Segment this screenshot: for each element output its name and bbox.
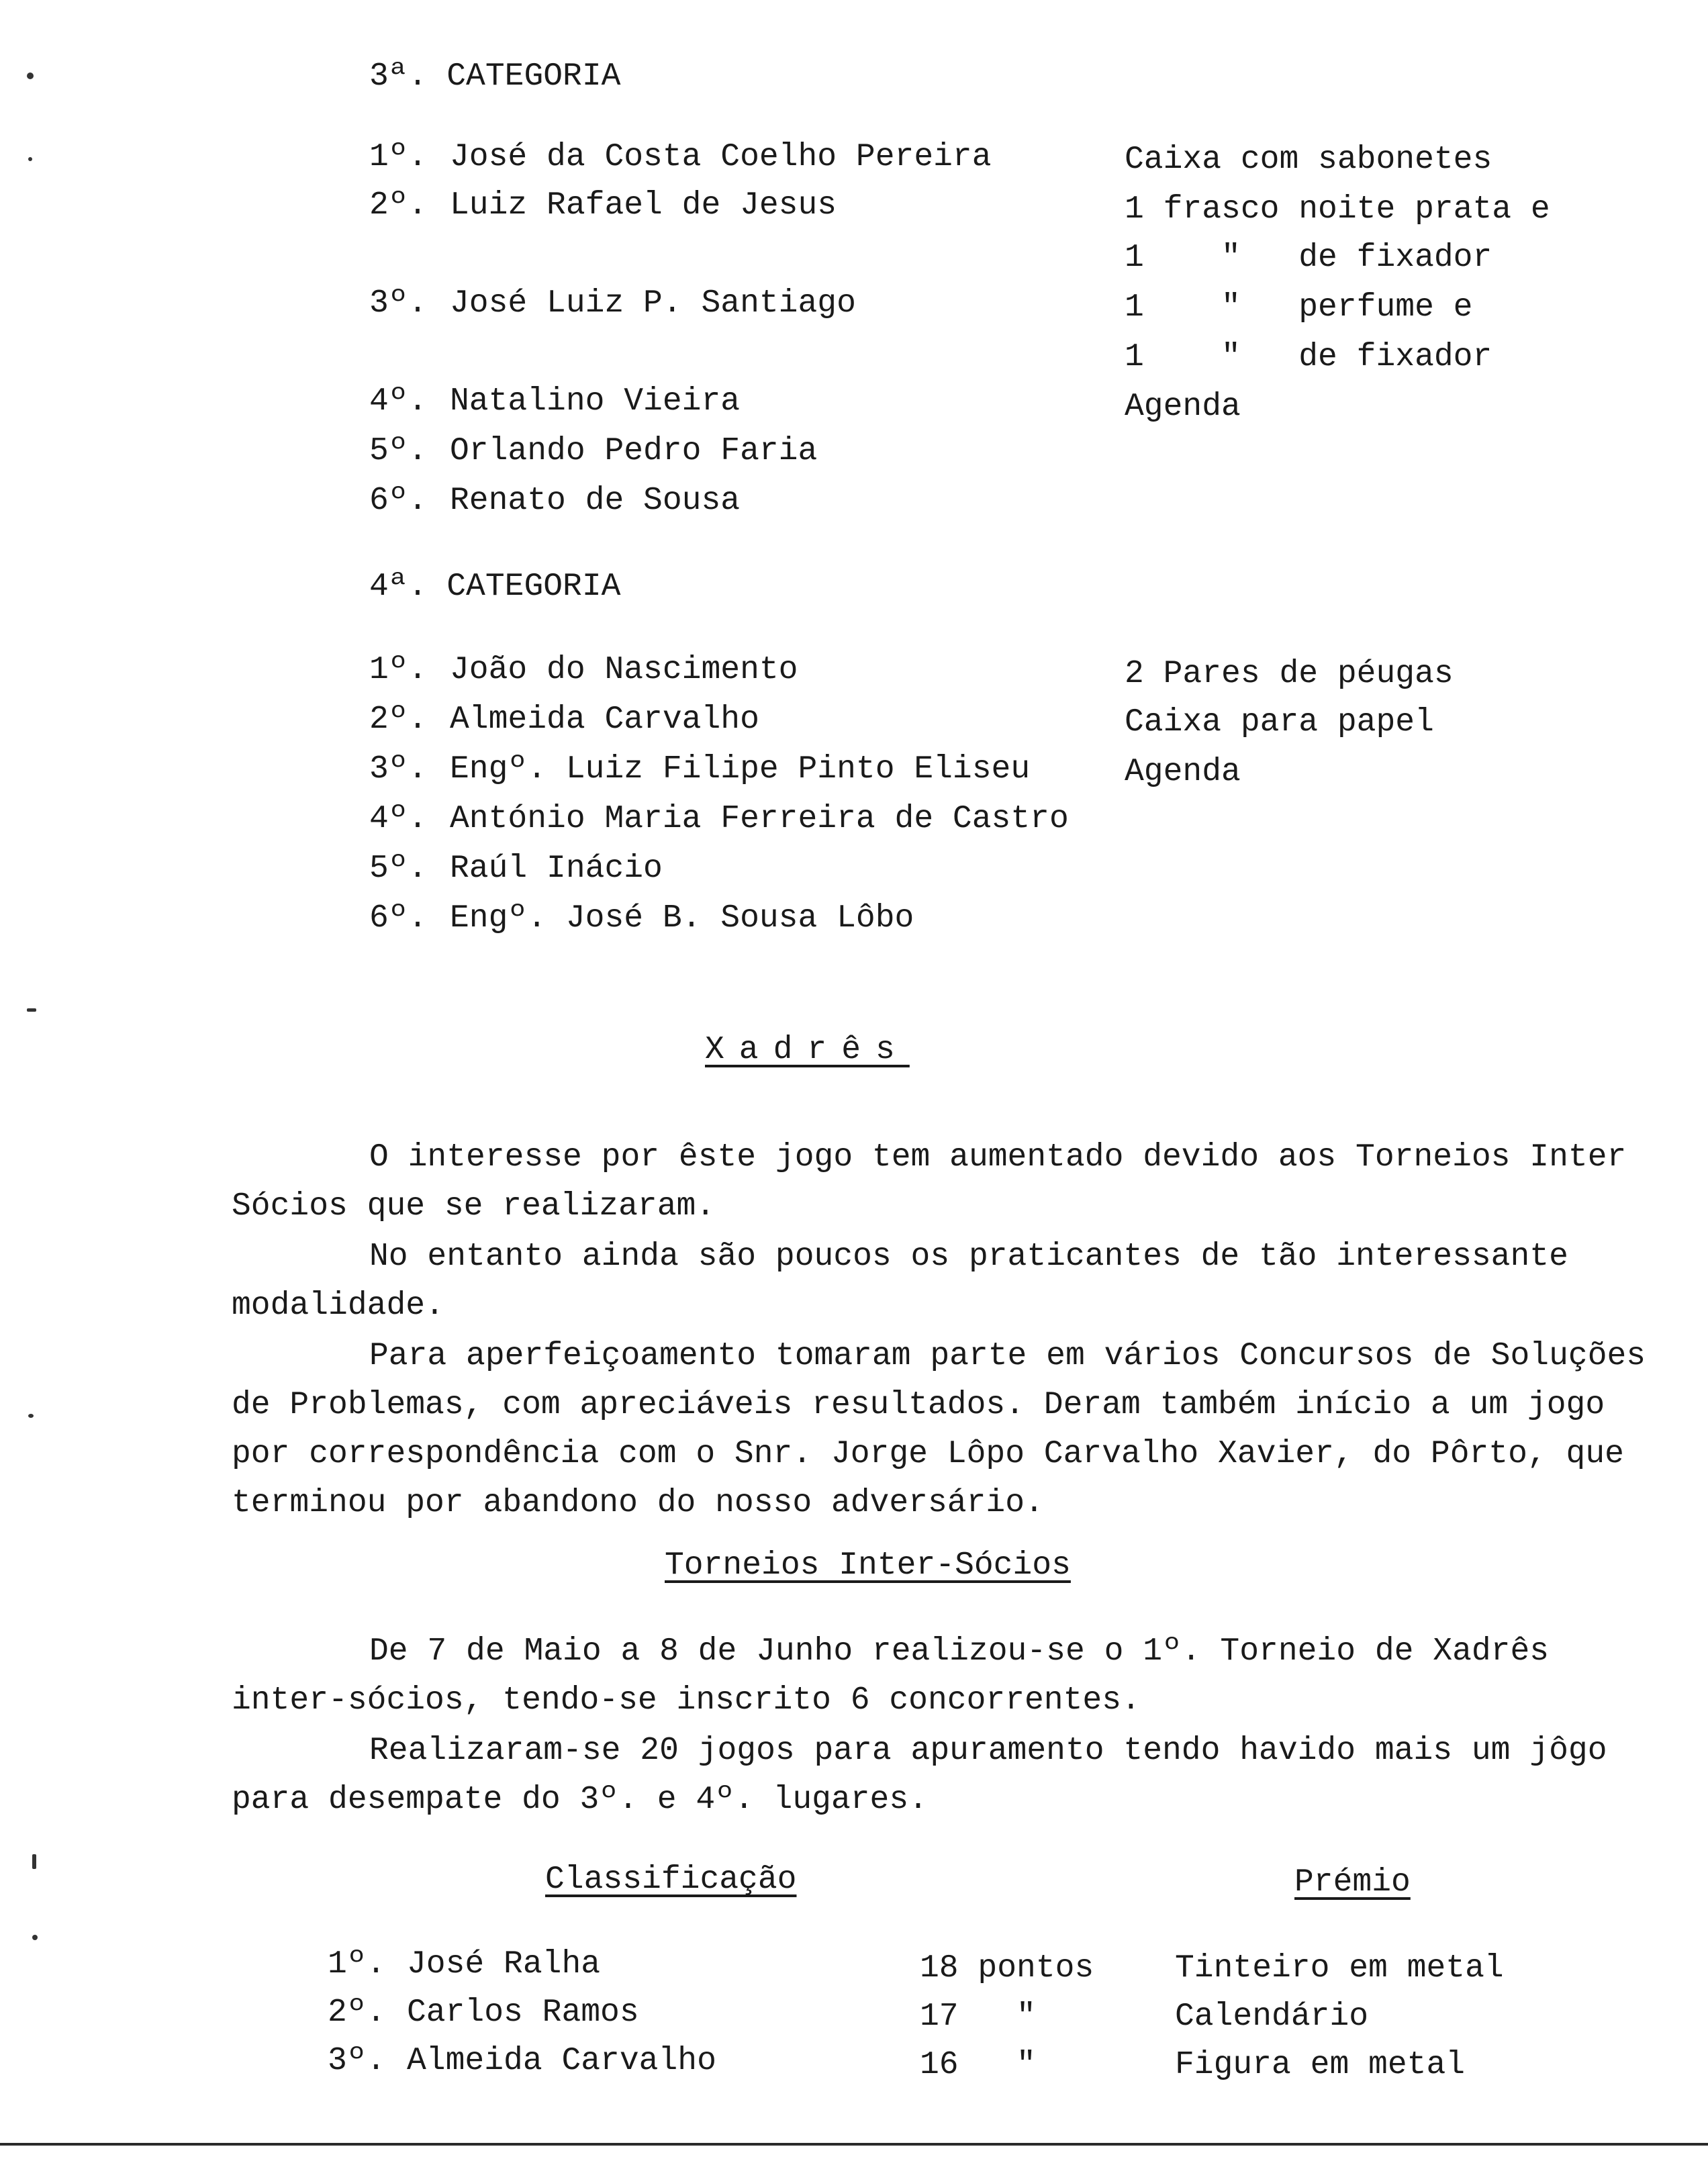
cat4-prize-2: Caixa para papel bbox=[1125, 704, 1434, 740]
cat4-name-5: Raúl Inácio bbox=[450, 851, 663, 887]
cat4-name-4: António Maria Ferreira de Castro bbox=[450, 801, 1069, 837]
cat3-name-1: José da Costa Coelho Pereira bbox=[450, 139, 992, 175]
xadres-paragraph-3-text: Para aperfeiçoamento tomaram parte em vários Concursos de Soluções de Problemas, com apreciáveis resultados. Deram também início a um jogo por correspondência com o Snr. Jorge Lôpo Carvalho Xavier, do Pôrto, que terminou por abandono do nosso adversário. bbox=[232, 1338, 1646, 1521]
category-4-title: 4ª. CATEGORIA bbox=[369, 569, 621, 605]
class-place-3: 3º. bbox=[328, 2043, 386, 2079]
cat3-prize-2: 1 frasco noite prata e bbox=[1125, 191, 1550, 228]
class-place-1: 1º. bbox=[328, 1946, 386, 1982]
cat3-place-1: 1º. bbox=[369, 139, 428, 175]
xadres-paragraph-1 bbox=[232, 1133, 1655, 1231]
cat3-name-3: José Luiz P. Santiago bbox=[450, 285, 856, 322]
scan-speck bbox=[32, 1854, 36, 1869]
cat3-place-3: 3º. bbox=[369, 285, 428, 322]
scan-speck bbox=[28, 1414, 34, 1418]
cat3-place-6: 6º. bbox=[369, 483, 428, 519]
xadres-heading: Xadrês bbox=[705, 1032, 910, 1068]
torneios-paragraph-2 bbox=[232, 1727, 1655, 1825]
cat4-name-6: Engº. José B. Sousa Lôbo bbox=[450, 900, 914, 937]
cat3-name-5: Orlando Pedro Faria bbox=[450, 433, 818, 469]
torneios-heading: Torneios Inter-Sócios bbox=[665, 1547, 1071, 1584]
cat4-prize-1: 2 Pares de péugas bbox=[1125, 656, 1454, 692]
cat4-name-3: Engº. Luiz Filipe Pinto Eliseu bbox=[450, 751, 1031, 787]
cat4-place-1: 1º. bbox=[369, 652, 428, 688]
premio-heading: Prémio bbox=[1294, 1864, 1411, 1901]
class-place-2: 2º. bbox=[328, 1995, 386, 2031]
cat4-name-1: João do Nascimento bbox=[450, 652, 798, 688]
xadres-paragraph-3 bbox=[232, 1332, 1655, 1528]
class-name-1: José Ralha bbox=[407, 1946, 601, 1982]
xadres-paragraph-2 bbox=[232, 1233, 1655, 1331]
page-bottom-rule bbox=[0, 2143, 1708, 2146]
class-points-2: 17 " bbox=[920, 1999, 1036, 2035]
cat3-prize-4: 1 " perfume e bbox=[1125, 289, 1473, 326]
cat3-prize-6: Agenda bbox=[1125, 389, 1241, 425]
class-prize-2: Calendário bbox=[1175, 1999, 1369, 2035]
torneios-paragraph-2-text: Realizaram-se 20 jogos para apuramento tendo havido mais um jôgo para desempate do 3º. e 4º. lugares. bbox=[232, 1733, 1607, 1818]
cat4-place-3: 3º. bbox=[369, 751, 428, 787]
xadres-paragraph-2-text: No entanto ainda são poucos os praticantes de tão interessante modalidade. bbox=[232, 1239, 1568, 1324]
class-name-2: Carlos Ramos bbox=[407, 1995, 639, 2031]
xadres-paragraph-1-text: O interesse por êste jogo tem aumentado devido aos Torneios Inter Sócios que se realizaram. bbox=[232, 1139, 1627, 1225]
cat4-place-6: 6º. bbox=[369, 900, 428, 937]
cat4-place-4: 4º. bbox=[369, 801, 428, 837]
class-points-3: 16 " bbox=[920, 2047, 1036, 2083]
class-prize-1: Tinteiro em metal bbox=[1175, 1950, 1504, 1986]
cat3-place-2: 2º. bbox=[369, 187, 428, 224]
cat3-place-5: 5º. bbox=[369, 433, 428, 469]
category-3-title: 3ª. CATEGORIA bbox=[369, 58, 621, 95]
torneios-paragraph-1 bbox=[232, 1627, 1655, 1725]
cat3-place-4: 4º. bbox=[369, 383, 428, 420]
cat4-name-2: Almeida Carvalho bbox=[450, 702, 759, 738]
cat3-prize-1: Caixa com sabonetes bbox=[1125, 142, 1492, 178]
class-points-1: 18 pontos bbox=[920, 1950, 1094, 1986]
scan-speck bbox=[28, 157, 32, 161]
class-prize-3: Figura em metal bbox=[1175, 2047, 1466, 2083]
scan-speck bbox=[32, 1935, 38, 1940]
cat3-name-6: Renato de Sousa bbox=[450, 483, 741, 519]
cat3-name-4: Natalino Vieira bbox=[450, 383, 741, 420]
cat3-prize-3: 1 " de fixador bbox=[1125, 240, 1492, 276]
scan-speck bbox=[27, 73, 34, 79]
cat4-place-5: 5º. bbox=[369, 851, 428, 887]
cat3-prize-5: 1 " de fixador bbox=[1125, 339, 1492, 375]
cat4-prize-3: Agenda bbox=[1125, 754, 1241, 790]
class-name-3: Almeida Carvalho bbox=[407, 2043, 716, 2079]
torneios-paragraph-1-text: De 7 de Maio a 8 de Junho realizou-se o 1º. Torneio de Xadrês inter-sócios, tendo-se inscrito 6 concorrentes. bbox=[232, 1633, 1550, 1719]
classificacao-heading: Classificação bbox=[545, 1862, 797, 1898]
cat3-name-2: Luiz Rafael de Jesus bbox=[450, 187, 837, 224]
cat4-place-2: 2º. bbox=[369, 702, 428, 738]
scan-speck bbox=[27, 1008, 36, 1012]
